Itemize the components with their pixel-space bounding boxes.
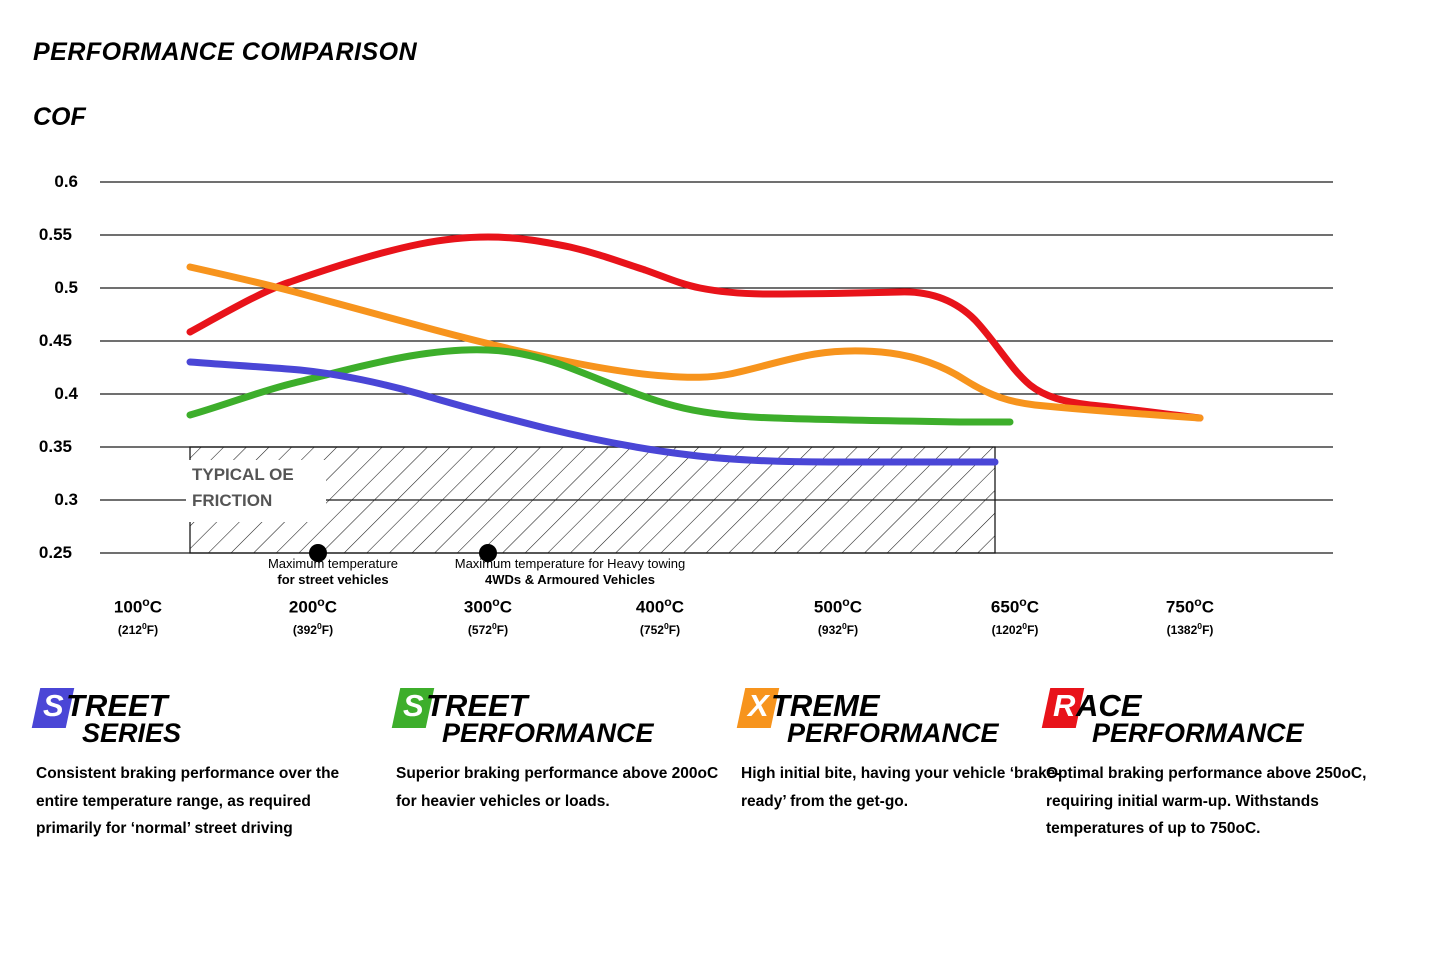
x-tick-300c (418, 595, 558, 637)
x-tick-100c-suffix: C (149, 597, 163, 617)
x-axis (0, 595, 1445, 655)
logo-word1-street-series: TREET (66, 688, 168, 723)
logo-initial-street-series: S (43, 688, 64, 723)
x-tick-750f-suffix: F) (1202, 622, 1214, 637)
x-tick-750c (1120, 595, 1260, 637)
y-tick-1: 0.55 (38, 225, 72, 244)
x-tick-200c (243, 595, 383, 637)
x-tick-100c-unit: o (142, 595, 150, 609)
annotation-towing-line2: 4WDs & Armoured Vehicles (484, 572, 655, 588)
logo-word2-street-performance: PERFORMANCE (442, 718, 654, 748)
oe-band-label (192, 462, 294, 513)
legend-description-street-series: Consistent braking performance over the entire temperature range, as required primarily for ‘normal’ street driving (36, 765, 340, 838)
x-tick-100c-value: 100 (113, 597, 143, 617)
legend-item-street-performance (396, 688, 726, 815)
y-tick-2: 0.5 (54, 278, 78, 297)
x-tick-500c-suffix: C (849, 597, 863, 617)
x-tick-200f-value: (392 (292, 622, 317, 637)
logo-word2-xtreme-performance: PERFORMANCE (787, 718, 999, 748)
x-tick-300c-suffix: C (499, 597, 513, 617)
x-tick-650f-suffix: F) (1027, 622, 1039, 637)
x-tick-400f-suffix: F) (668, 622, 681, 637)
logo-street-series (36, 688, 366, 750)
logo-word1-street-performance: TREET (426, 688, 528, 723)
y-tick-5: 0.35 (38, 437, 72, 456)
x-tick-400c-unit: o (664, 595, 672, 609)
logo-word1-race-performance: ACE (1076, 688, 1142, 723)
annotation-street-line2: for street vehicles (277, 572, 389, 588)
x-tick-300f-suffix: F) (496, 622, 509, 637)
x-tick-500f-suffix: F) (846, 622, 859, 637)
x-tick-200f-unit: 0 (316, 620, 322, 631)
x-tick-300f-unit: 0 (491, 620, 497, 631)
x-tick-100f-unit: 0 (141, 620, 147, 631)
logo-word2-street-series: SERIES (82, 718, 182, 748)
x-tick-650c-suffix: C (1026, 597, 1040, 617)
x-tick-650f-value: (1202 (991, 622, 1023, 637)
legend-item-street-series (36, 688, 366, 843)
y-tick-6: 0.3 (54, 490, 78, 509)
y-tick-4: 0.4 (54, 384, 78, 403)
x-tick-500f-unit: 0 (841, 620, 847, 631)
page-title: PERFORMANCE COMPARISON (33, 38, 418, 66)
logo-word2-race-performance: PERFORMANCE (1092, 718, 1304, 748)
y-tick-3: 0.45 (38, 331, 72, 350)
x-tick-300c-unit: o (492, 595, 500, 609)
logo-initial-race-performance: R (1053, 688, 1076, 723)
legend-description-race-performance: Optimal braking performance above 250oC, requiring initial warm-up. Withstands temperatures of up to 750oC. (1046, 765, 1367, 838)
x-tick-400f-value: (752 (639, 622, 664, 637)
x-tick-200c-suffix: C (324, 597, 338, 617)
x-tick-400f-unit: 0 (663, 620, 669, 631)
logo-word1-xtreme-performance: TREME (771, 688, 880, 723)
logo-xtreme-performance (741, 688, 1071, 750)
logo-street-performance (396, 688, 726, 750)
x-tick-750f-unit: 0 (1197, 620, 1203, 631)
y-tick-0: 0.6 (54, 172, 78, 191)
legend-description-xtreme-performance: High initial bite, having your vehicle ‘brake-ready’ from the get-go. (741, 765, 1061, 810)
logo-race-performance (1046, 688, 1386, 750)
y-tick-7: 0.25 (38, 543, 72, 562)
x-tick-200c-unit: o (317, 595, 325, 609)
x-tick-500c-value: 500 (813, 597, 843, 617)
annotation-street-line1: Maximum temperature (267, 556, 399, 571)
x-tick-750c-suffix: C (1201, 597, 1215, 617)
y-axis-label: COF (33, 103, 86, 131)
annotation-street-max-temp (248, 556, 418, 589)
x-tick-300c-value: 300 (463, 597, 493, 617)
legend-description-street-performance: Superior braking performance above 200oC for heavier vehicles or loads. (396, 765, 719, 810)
x-tick-500c (768, 595, 908, 637)
x-tick-650f-unit: 0 (1022, 620, 1028, 631)
x-tick-100c (68, 595, 208, 637)
annotation-towing-max-temp (420, 556, 720, 589)
x-tick-500c-unit: o (842, 595, 850, 609)
oe-band-label-line1: TYPICAL OE (192, 465, 294, 484)
legend-item-race-performance (1046, 688, 1386, 843)
x-tick-200c-value: 200 (288, 597, 318, 617)
x-tick-100f-value: (212 (117, 622, 142, 637)
x-tick-400c-value: 400 (635, 597, 665, 617)
legend-item-xtreme-performance (741, 688, 1071, 815)
x-tick-650c-value: 650 (990, 597, 1020, 617)
x-tick-100f-suffix: F) (146, 622, 159, 637)
plot-area (0, 150, 1445, 588)
x-tick-400c (590, 595, 730, 637)
logo-initial-street-performance: S (403, 688, 424, 723)
annotation-towing-line1: Maximum temperature for Heavy towing (454, 556, 686, 571)
x-tick-750c-value: 750 (1165, 597, 1195, 617)
x-tick-750c-unit: o (1194, 595, 1202, 609)
logo-initial-xtreme-performance: X (748, 688, 769, 723)
oe-band-label-line2: FRICTION (192, 490, 273, 510)
x-tick-750f-value: (1382 (1166, 622, 1198, 637)
series-line-race-performance (190, 237, 1200, 418)
x-tick-650c-unit: o (1019, 595, 1027, 609)
x-tick-650c (945, 595, 1085, 637)
x-tick-500f-value: (932 (817, 622, 842, 637)
x-tick-200f-suffix: F) (321, 622, 334, 637)
x-tick-300f-value: (572 (467, 622, 492, 637)
x-tick-400c-suffix: C (671, 597, 685, 617)
series-line-street-performance (190, 350, 1010, 422)
